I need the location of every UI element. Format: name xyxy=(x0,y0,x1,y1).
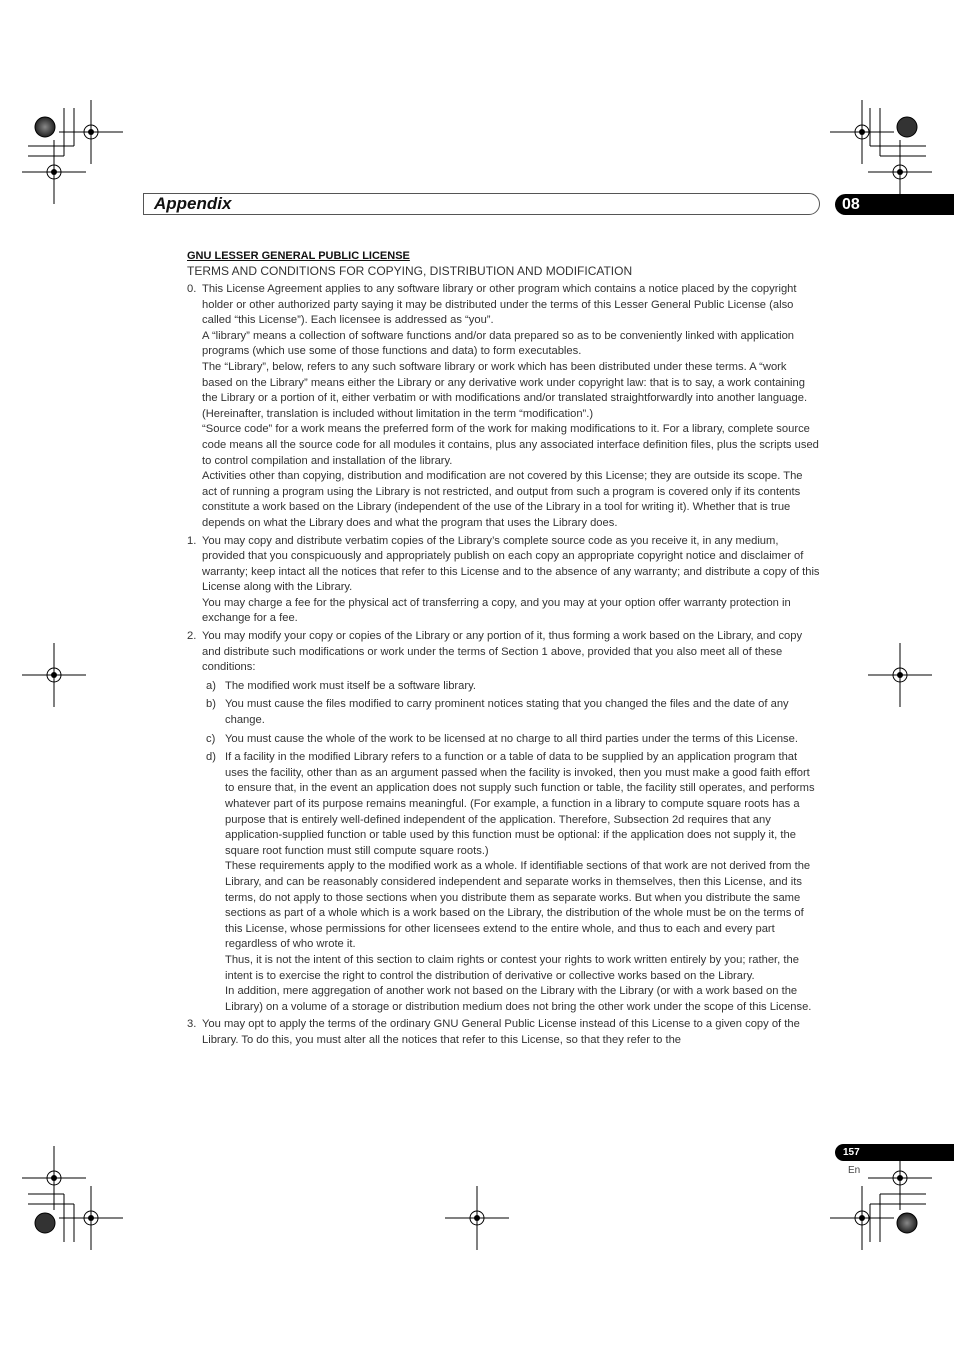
clause-paragraph: This License Agreement applies to any software library or other program which contains a notice placed by the copyright holder or other authorized party saying it may be distributed under the terms of this Lesser General Public License (also called “this License”). Each licensee is addressed as “you”. xyxy=(202,283,797,327)
crosshair-mark-icon xyxy=(59,100,123,164)
subclause-label: c) xyxy=(206,732,216,745)
license-text xyxy=(187,249,820,1051)
section-header xyxy=(143,193,820,215)
page-number: 157 xyxy=(843,1147,860,1158)
crosshair-mark-icon xyxy=(22,140,86,204)
clause-paragraph: You may charge a fee for the physical act of transferring a copy, and you may at your option offer warranty protection in exchange for a fee. xyxy=(202,596,791,625)
crosshair-mark-icon xyxy=(59,1186,123,1250)
crosshair-mark-icon xyxy=(22,643,86,707)
subclause-b xyxy=(203,697,820,728)
subclause-a xyxy=(203,679,820,695)
clause-paragraph: A “library” means a collection of software functions and/or data prepared so as to be conveniently linked with application programs (which use some of those functions and data) to form executables. xyxy=(202,329,795,358)
subclause-c xyxy=(203,732,820,748)
clause-0 xyxy=(187,282,820,532)
subclause-label: d) xyxy=(206,751,216,764)
section-title: Appendix xyxy=(154,194,232,213)
chapter-tab xyxy=(835,194,954,215)
clause-paragraph: The “Library”, below, refers to any such software library or work which has been distributed under these terms. A “work based on the Library” means either the Library or any derivative work under copyright law: that is to say, a work containing the Library or a portion of it, either verbatim or with modifications and/or translated straightforwardly into another language. (Hereinafter, translation is included without limitation in the term “modification”.) xyxy=(202,360,808,420)
crosshair-mark-icon xyxy=(830,1186,894,1250)
clause-paragraph: You may modify your copy or copies of the Library or any portion of it, thus forming a work based on the Library, and copy and distribute such modifications or work under the terms of Section 1 above, provided that you also meet all of these conditions: xyxy=(202,630,803,674)
subclause-label: a) xyxy=(206,679,216,692)
subclause-paragraph: The modified work must itself be a software library. xyxy=(225,679,476,692)
subclause-paragraph: You must cause the whole of the work to be licensed at no charge to all third parties under the terms of this License. xyxy=(225,732,798,745)
subclause-paragraph: These requirements apply to the modified work as a whole. If identifiable sections of that work are not derived from the Library, and can be reasonably considered independent and separate works in themselves, then this License, and its terms, do not apply to those sections when you distribute them as separate works. But when you distribute the same sections as part of a whole which is a work based on the Library, the distribution of the whole must be on the terms of this License, whose permissions for other licensees extend to the entire whole, and thus to each and every part regardless of who wrote it. xyxy=(225,860,811,951)
crosshair-mark-icon xyxy=(22,1146,86,1210)
crosshair-mark-icon xyxy=(868,643,932,707)
clause-paragraph: Activities other than copying, distribution and modification are not covered by this License; they are outside its scope. The act of running a program using the Library is not restricted, and output from such a program is covered only if its contents constitute a work based on the Library (independent of the use of the Library in a tool for writing it). Whether that is true depends on what the Library does and what the program that uses the Library does. xyxy=(202,470,803,529)
clause-number: 2. xyxy=(187,630,197,643)
chapter-number: 08 xyxy=(842,196,860,213)
crosshair-mark-icon xyxy=(830,100,894,164)
clause-paragraph: You may opt to apply the terms of the ordinary GNU General Public License instead of this License to a given copy of the Library. To do this, you must alter all the notices that refer to this License, so that they refer to the xyxy=(202,1018,800,1046)
subclause-paragraph: You must cause the files modified to carry prominent notices stating that you changed the files and the date of any change. xyxy=(225,698,789,727)
crosshair-mark-icon xyxy=(445,1186,509,1250)
subclause-paragraph: Thus, it is not the intent of this section to claim rights or contest your rights to work written entirely by you; rather, the intent is to exercise the right to control the distribution of derivative or collective works based on the Library. xyxy=(225,953,799,982)
clause-number: 1. xyxy=(187,534,197,547)
language-code: En xyxy=(848,1165,861,1176)
clause-1 xyxy=(187,534,820,628)
clause-paragraph: You may copy and distribute verbatim copies of the Library’s complete source code as you receive it, in any medium, provided that you conspicuously and appropriately publish on each copy an appropriate copyright notice and disclaimer of warranty; keep intact all the notices that refer to this License and to the absence of any warranty; and distribute a copy of this License along with the Library. xyxy=(202,534,820,594)
clause-number: 3. xyxy=(187,1018,197,1031)
document-title: GNU LESSER GENERAL PUBLIC LICENSE xyxy=(187,250,410,262)
clause-3 xyxy=(187,1017,820,1048)
clause-number: 0. xyxy=(187,283,197,295)
clause-2 xyxy=(187,629,820,676)
clause-paragraph: “Source code” for a work means the preferred form of the work for making modifications to it. For a library, complete source code means all the source code for all modules it contains, plus any associated interface definition files, plus the scripts used to control compilation and installation of the library. xyxy=(202,423,819,467)
subclause-label: b) xyxy=(206,698,216,711)
subclause-d xyxy=(203,750,820,1015)
document-subtitle: TERMS AND CONDITIONS FOR COPYING, DISTRIBUTION AND MODIFICATION xyxy=(187,264,633,278)
subclause-paragraph: In addition, mere aggregation of another work not based on the Library with the Library (or with a work based on the Library) on a volume of a storage or distribution medium does not bring the other work under the scope of this License. xyxy=(225,985,812,1013)
page-number-tab xyxy=(835,1144,954,1161)
subclause-paragraph: If a facility in the modified Library refers to a function or a table of data to be supplied by an application program that uses the facility, other than as an argument passed when the facility is invoked, then you must make a good faith effort to ensure that, in the event an application does not supply such function or table, the facility still operates, and performs whatever part of its purpose remains meaningful. (For example, a function in a library to compute square roots has a purpose that is entirely well-defined independent of the application. Therefore, Subsection 2d requires that any application-supplied function or table used by this function must be optional: if the application does not supply it, the square root function must still compute square roots.) xyxy=(225,751,815,857)
